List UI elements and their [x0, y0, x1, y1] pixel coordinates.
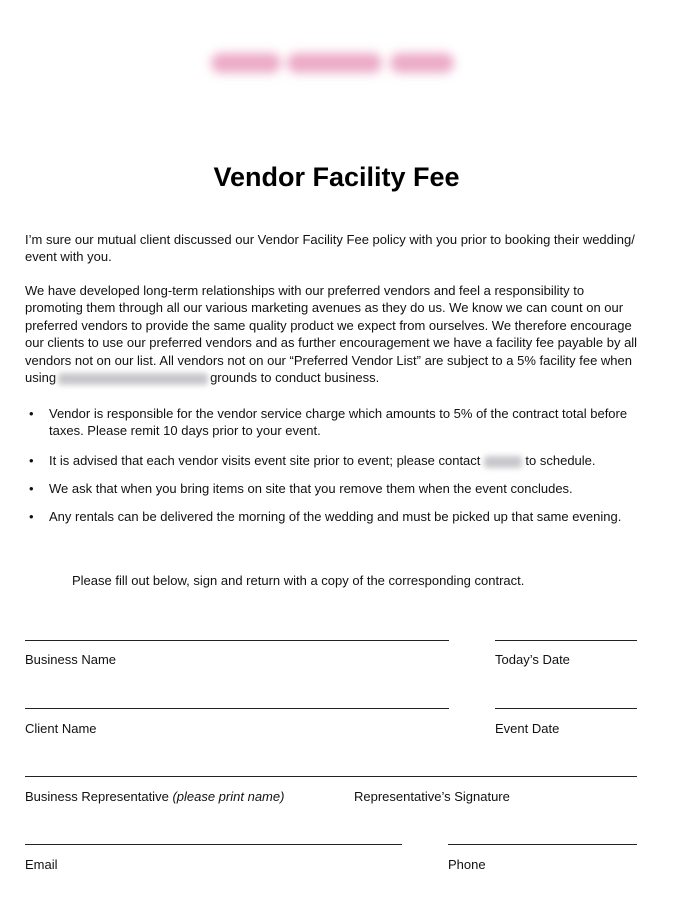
instructions-text: Please fill out below, sign and return with a copy of the corresponding contract. — [72, 573, 525, 588]
bullet-marker: • — [29, 406, 34, 421]
client-name-label: Client Name — [25, 721, 97, 736]
body-paragraph — [25, 282, 655, 386]
bullet-text-start: It is advised that each vendor visits event site prior to event; please contact — [49, 453, 481, 468]
bullet-marker: • — [29, 453, 34, 468]
body-line: We have developed long-term relationships with our preferred vendors and feel a responsibility to — [25, 283, 585, 298]
email-label: Email — [25, 857, 58, 872]
body-line: vendors not on our list. All vendors not on our “Preferred Vendor List” are subject to a 5% facility fee when — [25, 352, 632, 368]
list-item — [25, 452, 655, 470]
body-line: preferred vendors to provide the same quality product we expect from ourselves. We therefore encourage — [25, 317, 632, 333]
todays-date-label: Today’s Date — [495, 652, 570, 667]
business-rep-label-text: Business Representative — [25, 789, 169, 804]
redacted-contact-name — [484, 456, 522, 468]
body-line: our clients to use our preferred vendors and as further encouragement we have a facility fee payable by all — [25, 335, 638, 351]
intro-paragraph: I’m sure our mutual client discussed our Vendor Facility Fee policy with you prior to booking their wedding/ event with you. — [25, 232, 635, 265]
business-rep-label — [25, 789, 284, 804]
bullet-text: We ask that when you bring items on site that you remove them when the event concludes. — [49, 481, 573, 496]
redacted-venue-name — [58, 373, 208, 385]
list-item — [25, 405, 655, 441]
representative-field[interactable] — [25, 776, 637, 777]
bullet-text: Vendor is responsible for the vendor service charge which amounts to 5% of the contract total before taxes. Please remit 10 days prior to your event. — [49, 406, 628, 439]
list-item — [25, 508, 655, 526]
business-rep-note: (please print name) — [172, 789, 285, 804]
body-line: promoting them through all our various marketing avenues as they do us. We know we can count on our — [25, 300, 624, 316]
client-name-field[interactable] — [25, 708, 449, 709]
bullet-text: Any rentals can be delivered the morning of the wedding and must be picked up that same evening. — [49, 509, 622, 524]
bullet-marker: • — [29, 509, 34, 524]
rep-signature-label: Representative’s Signature — [354, 789, 510, 804]
email-field[interactable] — [25, 844, 402, 845]
body-line-start: using — [25, 370, 57, 386]
list-item — [25, 480, 655, 498]
bullet-text — [49, 452, 654, 469]
todays-date-field[interactable] — [495, 640, 637, 641]
phone-field[interactable] — [448, 844, 637, 845]
body-line — [25, 369, 655, 386]
venue-logo — [205, 45, 460, 81]
event-date-label: Event Date — [495, 721, 560, 736]
page-title: Vendor Facility Fee — [213, 162, 460, 192]
body-line-end: grounds to conduct business. — [210, 370, 380, 386]
business-name-field[interactable] — [25, 640, 449, 641]
event-date-field[interactable] — [495, 708, 637, 709]
bullet-marker: • — [29, 481, 34, 496]
bullet-text-end: to schedule. — [525, 453, 596, 468]
business-name-label: Business Name — [25, 652, 117, 667]
phone-label: Phone — [448, 857, 486, 872]
